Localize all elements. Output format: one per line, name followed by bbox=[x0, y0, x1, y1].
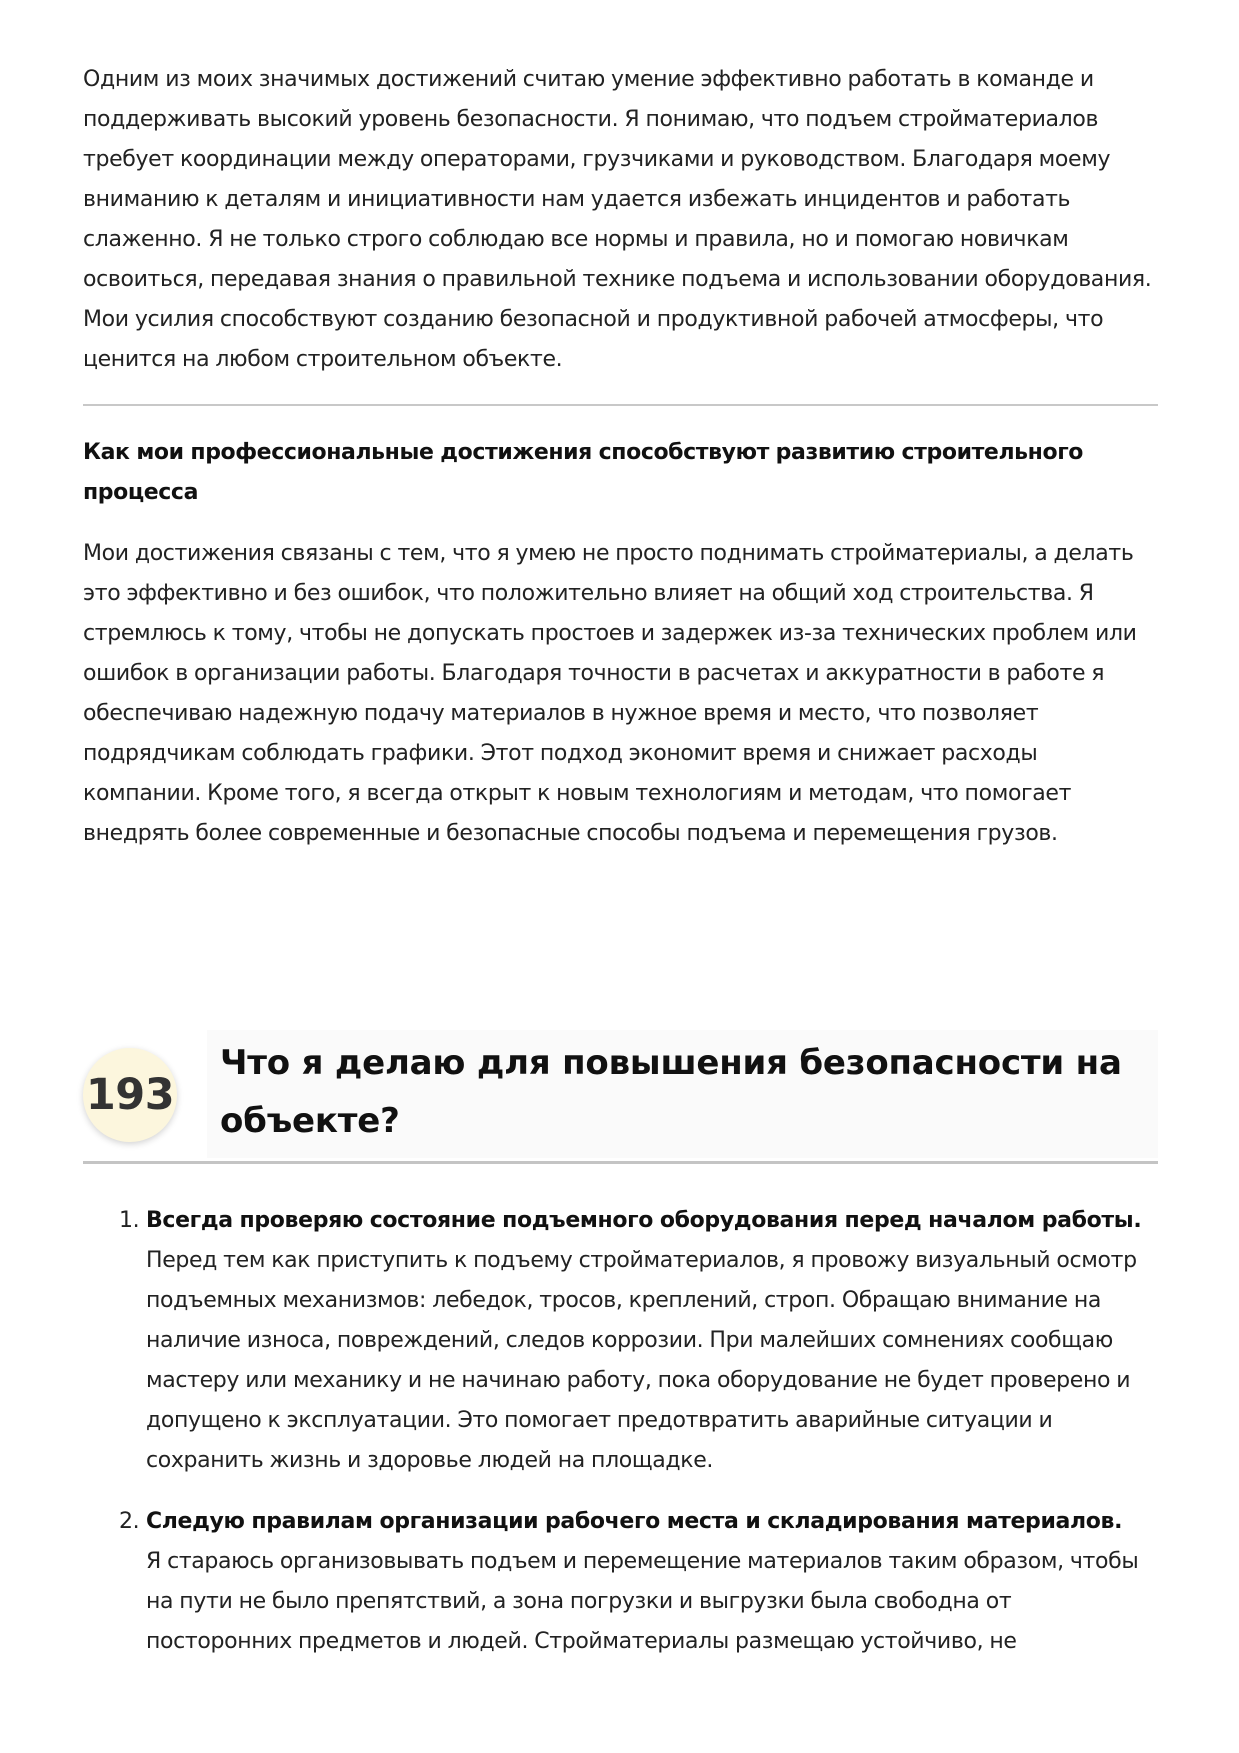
section-divider bbox=[83, 404, 1158, 406]
section-heading: Как мои профессиональные достижения способствуют развитию строительного процесса bbox=[83, 440, 1084, 505]
intro-paragraph: Одним из моих значимых достижений считаю умение эффективно работать в команде и поддерживать высокий уровень безопасности. Я понимаю, что подъем стройматериалов требует координации между операторами, грузчиками и руководством. Благодаря моему вниманию к деталям и инициативности нам удается избежать инцидентов и работать слаженно. Я не только строго соблюдаю все нормы и правила, но и помогаю новичкам освоиться, передавая знания о правильной технике подъема и использовании оборудования. Мои усилия способствуют созданию безопасной и продуктивной рабочей атмосферы, что ценится на любом строительном объекте. bbox=[83, 67, 1152, 372]
document-body bbox=[83, 60, 1158, 854]
list-item-title: Следую правилам организации рабочего места и складирования материалов. bbox=[146, 1509, 1123, 1534]
list-item-title: Всегда проверяю состояние подъемного оборудования перед началом работы. bbox=[146, 1208, 1142, 1233]
list-item-text: Перед тем как приступить к подъему стройматериалов, я провожу визуальный осмотр подъемных механизмов: лебедок, тросов, креплений, строп. Обращаю внимание на наличие износа, повреждений, следов коррозии. При малейших сомнениях сообщаю мастеру или механику и не начинаю работу, пока оборудование не будет проверено и допущено к эксплуатации. Это помогает предотвратить аварийные ситуации и сохранить жизнь и здоровье людей на площадке. bbox=[146, 1248, 1137, 1473]
question-underline bbox=[83, 1161, 1158, 1164]
list-item-text: Я стараюсь организовывать подъем и перемещение материалов таким образом, чтобы на пути не было препятствий, а зона погрузки и выгрузки была свободна от посторонних предметов и людей. Стройматериалы размещаю устойчиво, не bbox=[146, 1549, 1139, 1654]
list-item-number: 2. bbox=[119, 1509, 140, 1534]
list-item-number: 1. bbox=[119, 1208, 140, 1233]
answer-list bbox=[83, 1201, 1158, 1683]
list-item bbox=[83, 1502, 1158, 1662]
list-item bbox=[83, 1201, 1158, 1481]
question-number-badge: 193 bbox=[83, 1048, 177, 1142]
section-paragraph: Мои достижения связаны с тем, что я умею не просто поднимать стройматериалы, а делать это эффективно и без ошибок, что положительно влияет на общий ход строительства. Я стремлюсь к тому, чтобы не допускать простоев и задержек из-за технических проблем или ошибок в организации работы. Благодаря точности в расчетах и аккуратности в работе я обеспечиваю надежную подачу материалов в нужное время и место, что позволяет подрядчикам соблюдать графики. Этот подход экономит время и снижает расходы компании. Кроме того, я всегда открыт к новым технологиям и методам, что помогает внедрять более современные и безопасные способы подъема и перемещения грузов. bbox=[83, 541, 1137, 846]
question-title: Что я делаю для повышения безопасности на объекте? bbox=[220, 1043, 1122, 1141]
question-header bbox=[83, 1030, 1158, 1165]
